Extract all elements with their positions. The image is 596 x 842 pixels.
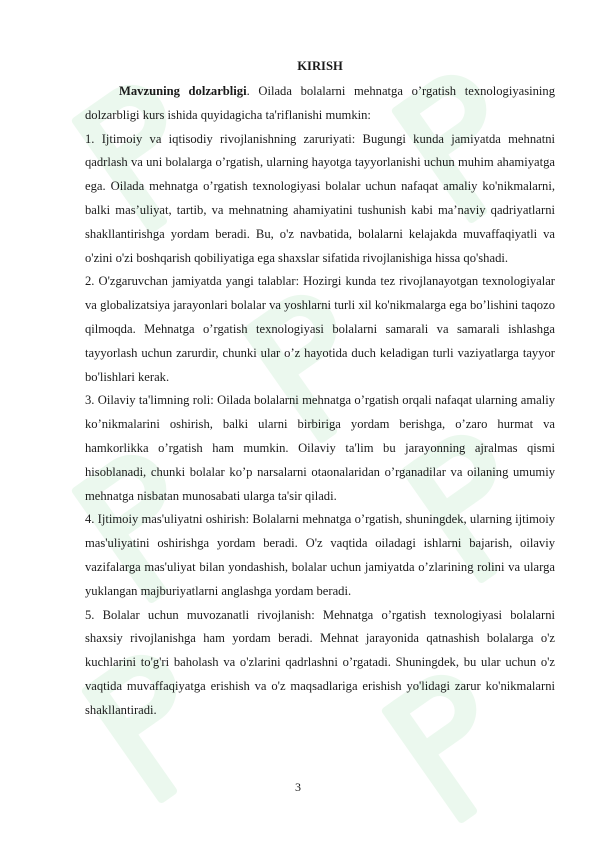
page-number: 3 — [295, 780, 301, 794]
intro-paragraph — [85, 80, 555, 128]
document-page — [85, 56, 555, 723]
paragraph-4: 4. Ijtimoiy mas'uliyatni oshirish: Bolalarni mehnatga o’rgatish, shuningdek, ularning ijtimoiy mas'uliyatini oshirishga yordam beradi. O'z vaqtida oiladagi ishlarni bajarish, oilaviy vazifalarga mas'uliyat bilan yondashish, bolalar uchun jamiyatda o’zlarining rolini va ularga yuklangan majburiyatlarni anglashga yordam beradi. — [85, 512, 555, 598]
paragraph-3: 3. Oilaviy ta'limning roli: Oilada bolalarni mehnatga o’rgatish orqali nafaqat ularning amaliy ko’nikmalarini oshirish, balki ularni birbiriga yordam berishga, o’zaro hurmat va hamkorlikka o’rgatish ham mumkin. Oilaviy ta'lim bu jarayonning ajralmas qismi hisoblanadi, chunki bolalar ko’p narsalarni otaonalaridan o’rganadilar va oilaning umumiy mehnatga nisbatan munosabati ularga ta'sir qiladi. — [85, 393, 555, 503]
page-title: KIRISH — [297, 59, 343, 73]
paragraph-2: 2. O'zgaruvchan jamiyatda yangi talablar: Hozirgi kunda tez rivojlanayotgan texnologiyalar va globalizatsiya jarayonlari bolalar va yoshlarni turli xil ko'nikmalarga ega bo’lishini taqozo qilmoqda. Mehnatga o’rgatish texnologiyasi bolalarni samarali va samarali ishlashga tayyorlash uchun zarurdir, chunki ular o’z hayotida duch keladigan turli vaziyatlarga tayyor bo'lishlari kerak. — [85, 274, 555, 384]
lead-text: . Oilada bolalarni mehnatga o’rgatish texnologiyasining dolzarbligi kurs ishida quyidagicha ta'riflanishi mumkin: — [85, 84, 555, 122]
lead-label: Mavzuning dolzarbligi — [119, 84, 247, 98]
paragraph-5: 5. Bolalar uchun muvozanatli rivojlanish: Mehnatga o’rgatish texnologiyasi bolalarni shaxsiy rivojlanishga ham yordam beradi. Mehnat jarayonida qatnashish bolalarga o'z kuchlarini to'g'ri baholash va o'zlarini qadrlashni o’rgatadi. Shuningdek, bu ular uchun o'z vaqtida muvaffaqiyatga erishish va o'z maqsadlariga erishish yo'lidagi zarur ko'nikmalarni shakllantiradi. — [85, 607, 555, 717]
paragraph-1: 1. Ijtimoiy va iqtisodiy rivojlanishning zaruriyati: Bugungi kunda jamiyatda mehnatni qadrlash va uni bolalarga o’rgatish, ularning hayotga tayyorlanishi uchun muhim ahamiyatga ega. Oilada mehnatga o’rgatish texnologiyasi bolalar uchun nafaqat amaliy ko'nikmalarni, balki mas’uliyat, tartib, va mehnatning ahamiyatini tushunish kabi ma’naviy qadriyatlarni shakllantirishga yordam beradi. Bu, o'z navbatida, bolalarni kelajakda muvaffaqiyatli va o'zini o'zi boshqarish qobiliyatiga ega shaxslar sifatida rivojlanishiga hissa qo'shadi. — [85, 131, 555, 265]
